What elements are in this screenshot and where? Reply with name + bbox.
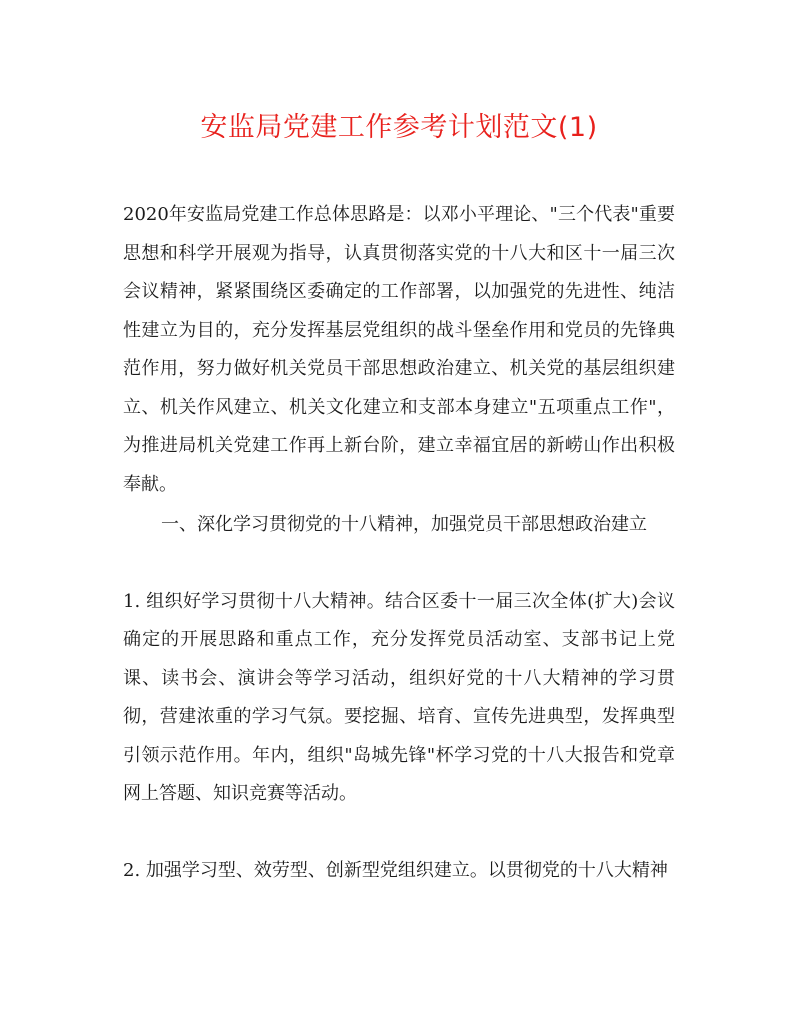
document-title: 安监局党建工作参考计划范文(1): [200, 112, 598, 143]
paragraph-overview: 2020年安监局党建工作总体思路是：以邓小平理论、"三个代表"重要思想和科学开展观为指导，认真贯彻落实党的十八大和区十一届三次会议精神，紧紧围绕区委确定的工作部署，以加强党的先进性、纯洁性建立为目的，充分发挥基层党组织的战斗堡垒作用和党员的先锋典范作用，努力做好机关党员干部思想政治建立、机关党的基层组织建立、机关作风建立、机关文化建立和支部本身建立"五项重点工作"，为推进局机关党建工作再上新台阶，建立幸福宜居的新崂山作出积极奉献。: [123, 204, 675, 495]
paragraph-item-1: 1. 组织好学习贯彻十八大精神。结合区委十一届三次全体(扩大)会议确定的开展思路和重点工作，充分发挥党员活动室、支部书记上党课、读书会、演讲会等学习活动，组织好党的十八大精神的学习贯彻，营建浓重的学习气氛。要挖掘、培育、宣传先进典型，发挥典型引领示范作用。年内，组织"岛城先锋"杯学习党的十八大报告和党章网上答题、知识竞赛等活动。: [123, 590, 675, 804]
section-heading-1: 一、深化学习贯彻党的十八精神，加强党员干部思想政治建立: [161, 514, 647, 535]
paragraph-item-2: 2. 加强学习型、效劳型、创新型党组织建立。以贯彻党的十八大精神: [123, 859, 668, 881]
document-body: [123, 196, 675, 890]
